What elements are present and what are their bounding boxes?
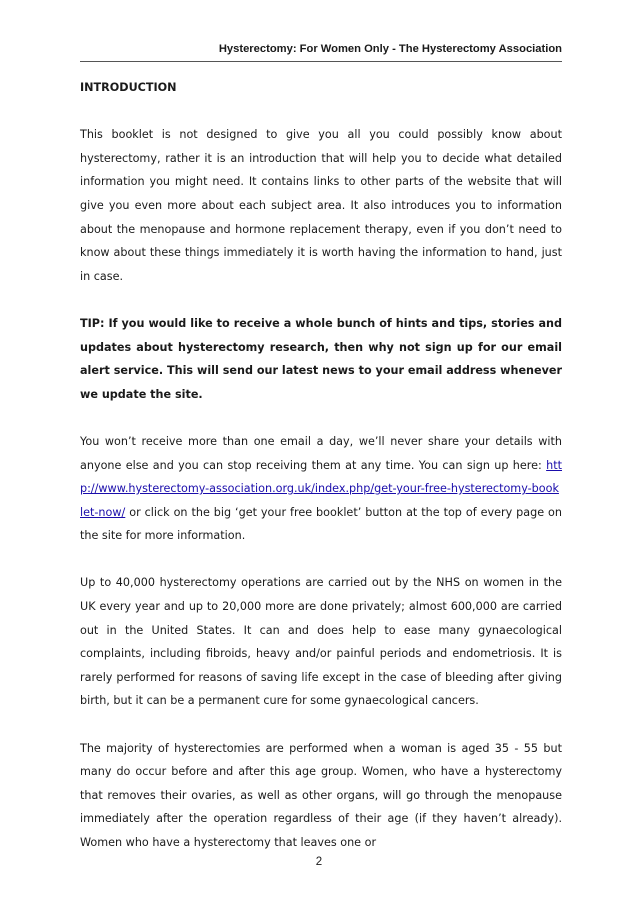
age-paragraph: The majority of hysterectomies are performed when a woman is aged 35 - 55 but many do occur before and after this age group. Women, who have a hysterectomy that removes their ovaries, as well as other organs, will go through the menopause immediately after the operation regardless of their age (if they haven’t already). Women who have a hysterectomy that leaves one or — [80, 741, 562, 849]
page-body — [80, 76, 562, 878]
section-heading: INTRODUCTION — [80, 81, 177, 94]
signup-paragraph — [80, 430, 562, 548]
signup-text-before: You won’t receive more than one email a day, we’ll never share your details with anyone else and you can stop receiving them at any time. You can sign up here: — [80, 434, 562, 472]
tip-paragraph: TIP: If you would like to receive a whole bunch of hints and tips, stories and updates about hysterectomy research, then why not sign up for our email alert service. This will send our latest news to your email address whenever we update the site. — [80, 316, 562, 401]
signup-text-after: or click on the big ‘get your free booklet’ button at the top of every page on the site for more information. — [80, 505, 562, 543]
running-header: Hysterectomy: For Women Only - The Hysterectomy Association — [218, 43, 562, 55]
booklet-link[interactable]: http://www.hysterectomy-association.org.uk/index.php/get-your-free-hysterectomy-booklet-now/ — [80, 458, 562, 519]
statistics-paragraph: Up to 40,000 hysterectomy operations are carried out by the NHS on women in the UK every year and up to 20,000 more are done privately; almost 600,000 are carried out in the United States. It can and does help to ease many gynaecological complaints, including fibroids, heavy and/or painful periods and endometriosis. It is rarely performed for reasons of saving life except in the case of bleeding after giving birth, but it can be a permanent cure for some gynaecological cancers. — [80, 576, 562, 708]
page-number: 2 — [315, 856, 323, 868]
header-rule — [80, 61, 562, 62]
intro-paragraph: This booklet is not designed to give you all you could possibly know about hysterectomy, rather it is an introduction that will help you to decide what detailed information you might need. It contains links to other parts of the website that will give you even more about each subject area. It also introduces you to information about the menopause and hormone replacement therapy, even if you don’t need to know about these things immediately it is worth having the information to hand, just in case. — [80, 128, 562, 283]
